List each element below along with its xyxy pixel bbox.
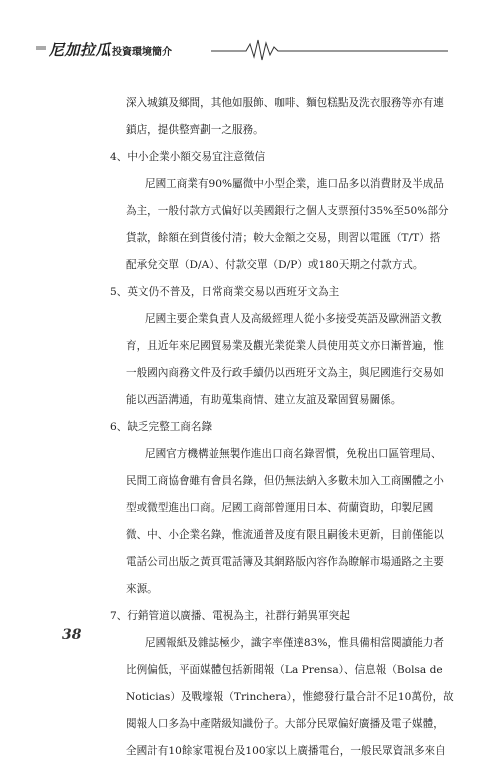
paragraph-line: 鎖店，提供整齊劃一之服務。 (126, 124, 264, 136)
paragraph-line: 尼國主要企業負責人及高級經理人從小多接受英語及歐洲語文教 (145, 313, 442, 325)
paragraph-line: 育，且近年來尼國貿易業及觀光業從業人員使用英文亦日漸普遍，惟 (126, 340, 444, 352)
page-number: 38 (62, 627, 82, 643)
section-heading: 4、中小企業小額交易宜注意徵信 (110, 151, 266, 163)
header-title (49, 39, 172, 59)
paragraph-line: 貨款，餘額在到貨後付清；較大金額之交易，則習以電匯（T/T）搭 (126, 232, 441, 244)
header-title-sub: 投資環境簡介 (112, 47, 173, 58)
paragraph-line: 全國計有10餘家電視台及100家以上廣播電台，一般民眾資訊多來自 (126, 745, 446, 757)
paragraph-line: 閱報人口多為中產階級知識份子。大部分民眾偏好廣播及電子媒體， (126, 718, 444, 730)
paragraph-line: 民間工商協會雖有會員名錄，但仍無法納入多數未加入工商團體之小 (126, 475, 444, 487)
section-heading: 6、缺乏完整工商名錄 (110, 421, 213, 433)
paragraph-line: 來源。 (126, 583, 158, 595)
paragraph-line: 電話公司出版之黃頁電話簿及其網路版內容作為瞭解市場通路之主要 (126, 556, 444, 568)
paragraph-line: 微、中、小企業名錄，惟流通普及度有限且嗣後未更新，目前僅能以 (126, 529, 444, 541)
paragraph-line: 尼國官方機構並無製作進出口商名錄習慣，免稅出口區管理局、 (145, 448, 442, 460)
section-heading: 5、英文仍不普及，日常商業交易以西班牙文為主 (110, 286, 340, 298)
header-title-main: 尼加拉瓜 (49, 41, 112, 59)
paragraph-line: 為主，一般付款方式偏好以美國銀行之個人支票預付35%至50%部分 (126, 205, 449, 217)
paragraph-line: 深入城鎮及鄉間，其他如服飾、咖啡、麵包糕點及洗衣服務等亦有連 (126, 97, 444, 109)
paragraph-line: 配承兌交單（D/A）、付款交單（D/P）或180天期之付款方式。 (126, 259, 424, 271)
section-heading: 7、行銷管道以廣播、電視為主，社群行銷異軍突起 (110, 610, 350, 622)
paragraph-line: 型或微型進出口商。尼國工商部曾運用日本、荷蘭資助，印製尼國 (126, 502, 434, 514)
paragraph-line: 能以西語溝通，有助蒐集商情、建立友誼及鞏固貿易關係。 (126, 394, 402, 406)
paragraph-line: 一般國內商務文件及行政手續仍以西班牙文為主，與尼國進行交易如 (126, 367, 444, 379)
paragraph-line: 比例偏低，平面媒體包括新聞報（La Prensa）、信息報（Bolsa de (126, 664, 443, 676)
paragraph-line: Noticias）及戰壕報（Trinchera），惟總發行量合計不足10萬份，故 (126, 691, 454, 703)
paragraph-line: 尼國工商業有90%屬微中小型企業，進口品多以消費財及半成品 (145, 178, 444, 190)
paragraph-line: 尼國報紙及雜誌極少，識字率僅達83%，惟具備相當閱讀能力者 (145, 637, 444, 649)
